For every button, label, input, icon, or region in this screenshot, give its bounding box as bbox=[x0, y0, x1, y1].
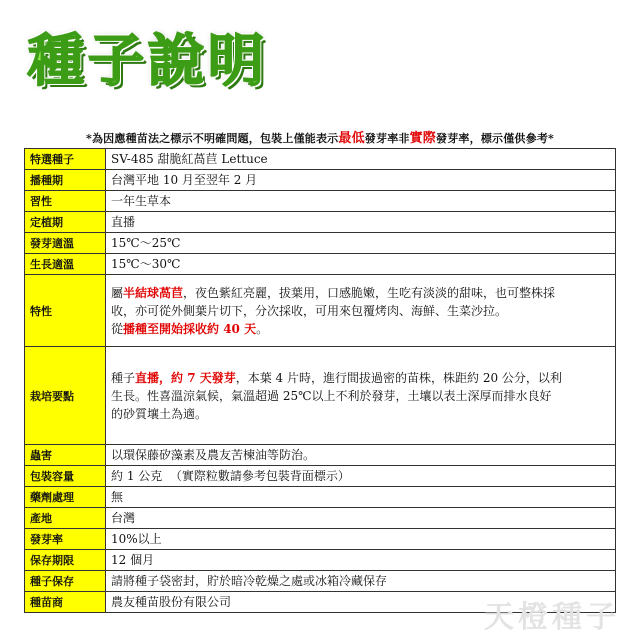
traits-text-3b: 。 bbox=[256, 321, 269, 336]
row-treatment bbox=[25, 487, 616, 508]
label-storage: 種子保存 bbox=[25, 571, 106, 592]
row-traits bbox=[25, 275, 616, 347]
value-variety: SV-485 甜脆紅萵苣 Lettuce bbox=[106, 149, 616, 170]
value-shelf: 12 個月 bbox=[106, 550, 616, 571]
label-germ-temp: 發芽適溫 bbox=[25, 233, 106, 254]
row-variety bbox=[25, 149, 616, 170]
value-origin: 台灣 bbox=[106, 508, 616, 529]
value-germ-temp: 15℃～25℃ bbox=[106, 233, 616, 254]
notice-part2: 發芽率非 bbox=[364, 132, 410, 145]
traits-line-2: 收，亦可從外側葉片切下，分次採收，可用來包覆烤肉、海鮮、生菜沙拉。 bbox=[111, 303, 508, 318]
row-germ-rate bbox=[25, 529, 616, 550]
notice-red2: 實際 bbox=[409, 131, 437, 146]
label-sowing: 播種期 bbox=[25, 170, 106, 191]
row-cultivation bbox=[25, 347, 616, 445]
value-storage: 請將種子袋密封，貯於暗冷乾燥之處或冰箱冷藏保存 bbox=[106, 571, 616, 592]
label-package: 包裝容量 bbox=[25, 466, 106, 487]
notice-part1: *為因應種苗法之標示不明確問題，包裝上僅能表示 bbox=[86, 132, 339, 145]
traits-text-1b: ，夜色紫紅亮麗，拔葉用，口感脆嫩，生吃有淡淡的甜味，也可整株採 bbox=[183, 285, 556, 300]
label-planting: 定植期 bbox=[25, 212, 106, 233]
seed-info-table bbox=[24, 148, 616, 613]
traits-text-3a: 從 bbox=[111, 321, 124, 336]
row-shelf bbox=[25, 550, 616, 571]
notice-part3: 發芽率，標示僅供參考* bbox=[436, 132, 554, 145]
row-germ-temp bbox=[25, 233, 616, 254]
row-package bbox=[25, 466, 616, 487]
row-pests bbox=[25, 445, 616, 466]
label-habit: 習性 bbox=[25, 191, 106, 212]
value-sowing: 台灣平地 10 月至翌年 2 月 bbox=[106, 170, 616, 191]
label-supplier: 種苗商 bbox=[25, 592, 106, 613]
row-grow-temp bbox=[25, 254, 616, 275]
traits-highlight-1: 半結球萵苣 bbox=[123, 285, 184, 300]
traits-line-1 bbox=[111, 284, 610, 302]
value-habit: 一年生草本 bbox=[106, 191, 616, 212]
cultivation-line-2: 生長。性喜溫涼氣候，氣溫超過 25℃以上不利於發芽，土壤以表土深厚而排水良好 bbox=[111, 388, 552, 403]
row-habit bbox=[25, 191, 616, 212]
label-origin: 產地 bbox=[25, 508, 106, 529]
value-cultivation bbox=[106, 347, 616, 445]
row-planting bbox=[25, 212, 616, 233]
watermark: 天橙種子 bbox=[484, 600, 620, 635]
value-traits bbox=[106, 275, 616, 347]
label-shelf: 保存期限 bbox=[25, 550, 106, 571]
traits-text-1a: 屬 bbox=[111, 285, 124, 300]
page-title: 種子說明 bbox=[28, 29, 268, 94]
traits-highlight-3: 播種至開始採收約 40 天 bbox=[123, 321, 257, 336]
label-treatment: 藥劑處理 bbox=[25, 487, 106, 508]
value-package: 約 1 公克 （實際粒數請參考包裝背面標示） bbox=[106, 466, 616, 487]
value-planting: 直播 bbox=[106, 212, 616, 233]
row-storage bbox=[25, 571, 616, 592]
label-traits: 特性 bbox=[25, 275, 106, 347]
cultivation-line-3: 的砂質壤土為適。 bbox=[111, 406, 208, 421]
value-grow-temp: 15℃～30℃ bbox=[106, 254, 616, 275]
label-germ-rate: 發芽率 bbox=[25, 529, 106, 550]
cultivation-text-1b: ，本葉 4 片時，進行間拔過密的苗株，株距約 20 公分，以利 bbox=[235, 370, 562, 385]
label-grow-temp: 生長適溫 bbox=[25, 254, 106, 275]
value-supplier: 農友種苗股份有限公司 bbox=[106, 592, 616, 613]
row-sowing bbox=[25, 170, 616, 191]
notice-red1: 最低 bbox=[338, 131, 365, 146]
cultivation-text-1a: 種子 bbox=[111, 370, 136, 385]
label-pests: 蟲害 bbox=[25, 445, 106, 466]
value-pests: 以環保藤矽藻素及農友苦楝油等防治。 bbox=[106, 445, 616, 466]
traits-line-3 bbox=[111, 320, 610, 338]
label-cultivation: 栽培要點 bbox=[25, 347, 106, 445]
cultivation-highlight: 直播，約 7 天發芽 bbox=[135, 370, 236, 385]
value-germ-rate: 10%以上 bbox=[106, 529, 616, 550]
cultivation-line-1 bbox=[111, 369, 610, 387]
value-treatment: 無 bbox=[106, 487, 616, 508]
row-origin bbox=[25, 508, 616, 529]
notice-text bbox=[0, 127, 640, 146]
label-variety: 特選種子 bbox=[25, 149, 106, 170]
